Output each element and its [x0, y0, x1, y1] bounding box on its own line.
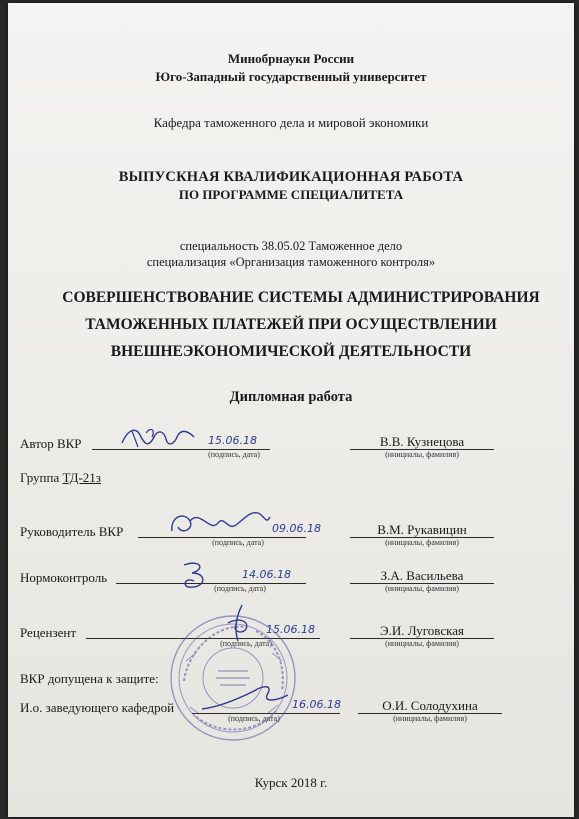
speciality-line: специальность 38.05.02 Таможенное дело [179, 239, 403, 253]
normcontrol-label: Нормоконтроль [20, 570, 108, 585]
author-name: В.В. Кузнецова [379, 434, 465, 449]
supervisor-date: 09.06.18 [272, 522, 321, 535]
supervisor-label: Руководитель ВКР [20, 524, 124, 539]
author-label: Автор ВКР [20, 436, 82, 451]
normcontrol-name: З.А. Васильева [380, 568, 464, 583]
reviewer-name: Э.И. Луговская [380, 623, 464, 638]
group-row [20, 470, 101, 486]
group-label: Группа [20, 470, 60, 485]
author-date: 15.06.18 [208, 434, 257, 447]
reviewer-sign-caption: (подпись, дата) [220, 639, 272, 648]
head-name: О.И. Солодухина [382, 698, 478, 713]
author-signature-icon [118, 423, 198, 453]
official-seal-icon [166, 611, 300, 745]
reviewer-label: Рецензент [20, 625, 77, 640]
head-label: И.о. заведующего кафедрой [20, 700, 175, 715]
ministry-name: Минобрнауки России [227, 51, 355, 66]
normcontrol-name-caption: (инициалы, фамилия) [385, 584, 459, 593]
specialization-line: специализация «Организация таможенного контроля» [146, 255, 436, 269]
group-value: ТД-21з [62, 470, 101, 485]
supervisor-sign-caption: (подпись, дата) [212, 538, 264, 547]
topic-line-1: СОВЕРШЕНСТВОВАНИЕ СИСТЕМЫ АДМИНИСТРИРОВАНИЯ [62, 289, 540, 306]
work-kind: Дипломная работа [229, 389, 353, 405]
program-subtitle: ПО ПРОГРАММЕ СПЕЦИАЛИТЕТА [178, 187, 404, 202]
city-year: Курск 2018 г. [254, 775, 328, 790]
topic-line-2: ТАМОЖЕННЫХ ПЛАТЕЖЕЙ ПРИ ОСУЩЕСТВЛЕНИИ [85, 316, 497, 333]
head-date: 16.06.18 [292, 698, 341, 711]
head-name-caption: (инициалы, фамилия) [393, 714, 467, 723]
head-sign-caption: (подпись, дата) [228, 714, 280, 723]
reviewer-name-caption: (инициалы, фамилия) [385, 639, 459, 648]
work-type-title: ВЫПУСКНАЯ КВАЛИФИКАЦИОННАЯ РАБОТА [118, 169, 464, 185]
topic-line-3: ВНЕШНЕЭКОНОМИЧЕСКОЙ ДЕЯТЕЛЬНОСТИ [110, 343, 472, 360]
supervisor-name: В.М. Рукавицин [377, 522, 467, 537]
document-page [8, 3, 574, 817]
admitted-label: ВКР допущена к защите: [20, 671, 159, 686]
author-sign-caption: (подпись, дата) [208, 450, 260, 459]
normcontrol-sign-caption: (подпись, дата) [214, 584, 266, 593]
department-name: Кафедра таможенного дела и мировой экономики [153, 115, 429, 130]
reviewer-date: 15.06.18 [266, 623, 315, 636]
normcontrol-date: 14.06.18 [242, 568, 291, 581]
author-name-caption: (инициалы, фамилия) [385, 450, 459, 459]
university-name: Юго-Западный государственный университет [155, 69, 427, 84]
supervisor-name-caption: (инициалы, фамилия) [385, 538, 459, 547]
